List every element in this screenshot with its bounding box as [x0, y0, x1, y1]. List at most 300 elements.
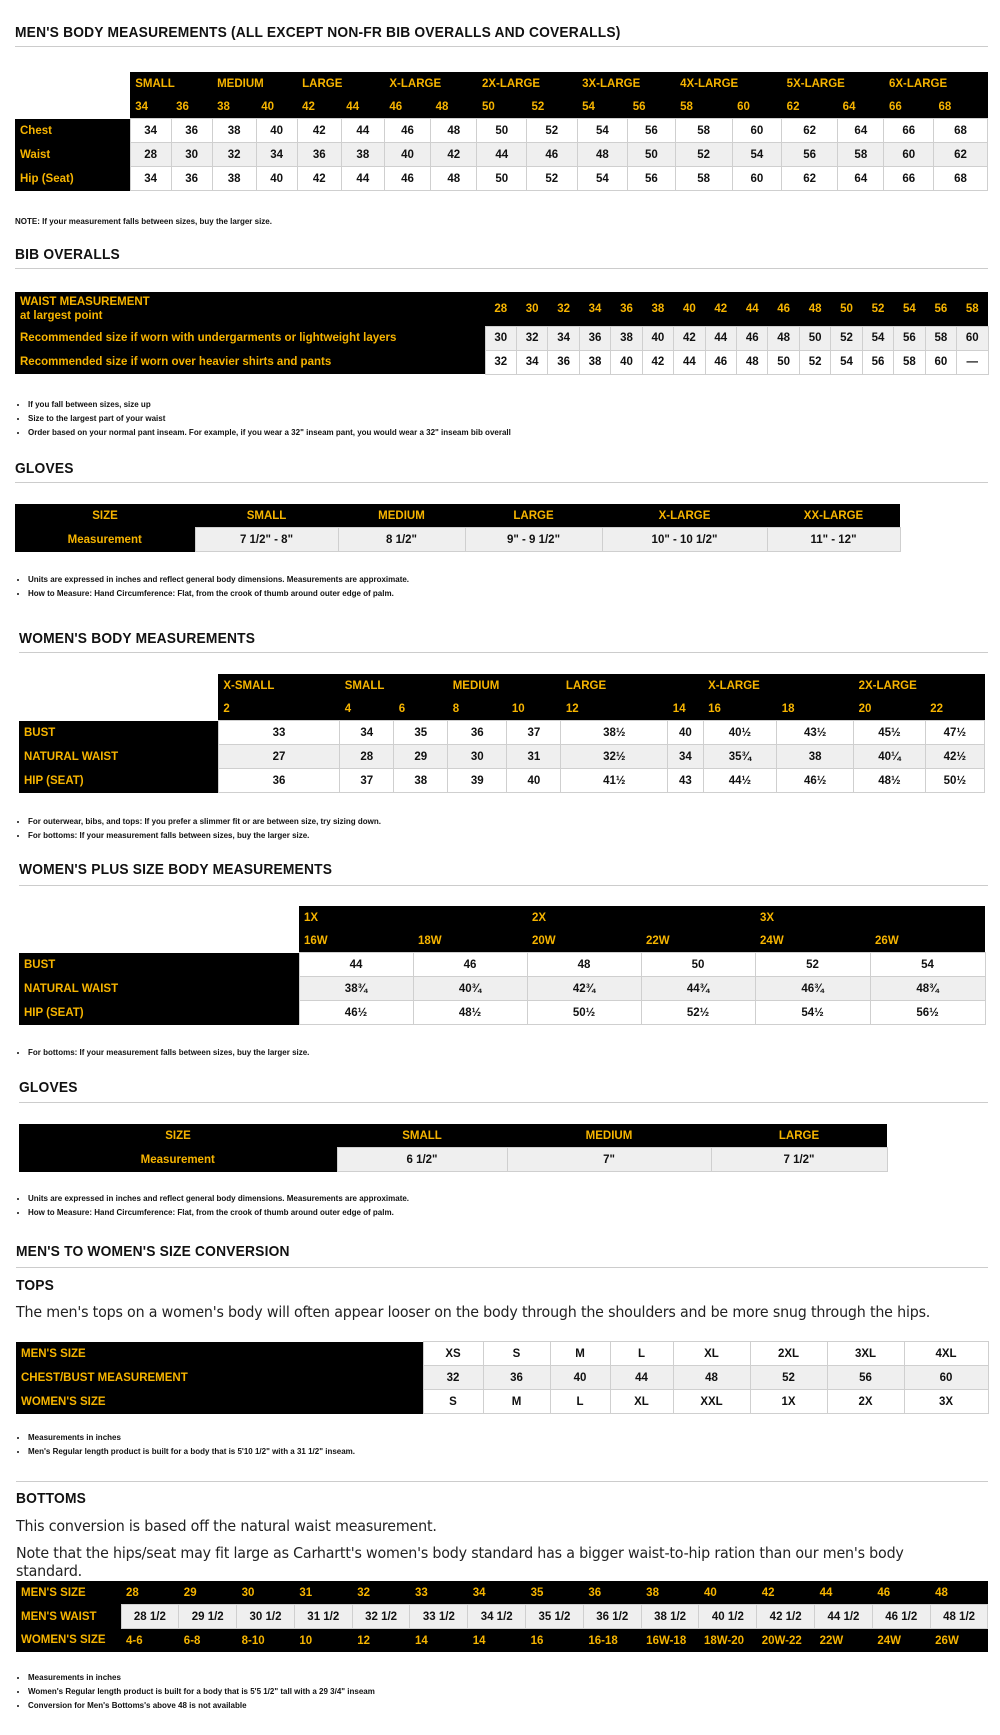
table-cell: 56: [894, 326, 925, 350]
mens-title: MEN'S BODY MEASUREMENTS (ALL EXCEPT NON-FR BIB OVERALLS AND COVERALLS): [15, 24, 621, 41]
table-cell: 52: [831, 326, 862, 350]
note-item: • Order based on your normal pant inseam. For example, if you wear a 32" inseam pant, you would wear a 32" inseam bib overall: [28, 426, 511, 440]
size-header: 54: [577, 95, 628, 119]
size-group-header: 1X: [299, 906, 527, 929]
table-cell: 33: [410, 1581, 468, 1605]
note-item: • How to Measure: Hand Circumference: Flat, from the crook of thumb around outer edge of palm.: [28, 587, 409, 601]
table-cell: 14: [410, 1629, 468, 1653]
table-cell: 46½: [299, 1001, 413, 1025]
table-cell: 38: [777, 745, 854, 769]
table-cell: 44: [341, 167, 384, 191]
conversion-title: MEN'S TO WOMEN'S SIZE CONVERSION: [16, 1243, 290, 1260]
table-cell: 58: [894, 350, 925, 374]
table-cell: 38: [341, 143, 384, 167]
table-row: [19, 1124, 887, 1148]
table-cell: 58: [675, 167, 732, 191]
mens-note: NOTE: If your measurement falls between sizes, buy the larger size.: [15, 217, 272, 226]
table-cell: 30 1/2: [237, 1605, 295, 1629]
row-label: WOMEN'S SIZE: [16, 1390, 423, 1414]
table-cell: 32: [516, 326, 547, 350]
table-cell: 56: [782, 143, 838, 167]
table-cell: 38: [579, 350, 610, 374]
table-cell: 32: [352, 1581, 410, 1605]
table-cell: 38: [641, 1581, 699, 1605]
divider: [19, 652, 988, 653]
table-cell: 34: [668, 745, 703, 769]
table-cell: 54½: [755, 1001, 870, 1025]
table-cell: 2X: [827, 1390, 904, 1414]
table-cell: 46: [384, 167, 430, 191]
table-cell: 35: [394, 721, 448, 745]
row-label: Recommended size if worn over heavier shirts and pants: [15, 350, 485, 374]
size-header: 26W: [870, 929, 985, 953]
table-cell: 40¼: [854, 745, 926, 769]
table-cell: 46: [872, 1581, 930, 1605]
table-cell: 36: [171, 119, 212, 143]
waist-header: 52: [862, 292, 893, 326]
size-header: 14: [668, 697, 703, 721]
size-header: 36: [171, 95, 212, 119]
table-cell: 44: [674, 350, 705, 374]
table-cell: 46: [413, 953, 527, 977]
size-header: 20: [854, 697, 926, 721]
plus-notes: [0, 1046, 309, 1060]
womens-size-table: [19, 674, 985, 793]
table-cell: 38¾: [299, 977, 413, 1001]
table-cell: 1X: [750, 1390, 827, 1414]
size-group-header: MEDIUM: [212, 72, 297, 95]
table-cell: 9" - 9 1/2": [465, 528, 602, 552]
table-cell: 3X: [904, 1390, 988, 1414]
waist-header: 34: [579, 292, 610, 326]
size-group-header: SMALL: [340, 674, 448, 697]
table-cell: 30: [485, 326, 516, 350]
table-cell: 43½: [777, 721, 854, 745]
table-cell: 50: [477, 167, 527, 191]
size-header: 10: [507, 697, 561, 721]
size-header: 34: [130, 95, 171, 119]
table-cell: 42: [297, 119, 341, 143]
tops-description: The men's tops on a women's body will often appear looser on the body through the shoulders and be more snug through the hips.: [16, 1303, 931, 1321]
table-row: [19, 697, 985, 721]
table-cell: 34: [130, 167, 171, 191]
table-cell: 11" - 12": [767, 528, 900, 552]
table-cell: 34: [340, 721, 394, 745]
table-cell: 2XL: [750, 1342, 827, 1366]
table-cell: 20W-22: [757, 1629, 815, 1653]
waist-header: 44: [737, 292, 768, 326]
table-cell: 44½: [703, 769, 777, 793]
size-group-header: 2X: [527, 906, 755, 929]
bottoms-description-1: This conversion is based off the natural waist measurement.: [16, 1517, 437, 1535]
table-cell: 68: [934, 119, 988, 143]
table-cell: 48: [431, 167, 477, 191]
table-cell: 56½: [870, 1001, 985, 1025]
table-row: [19, 769, 985, 793]
table-row: [19, 929, 985, 953]
table-cell: 39: [448, 769, 507, 793]
size-header: LARGE: [465, 504, 602, 528]
table-cell: 40 1/2: [699, 1605, 757, 1629]
size-header: 52: [526, 95, 577, 119]
table-cell: 37: [507, 721, 561, 745]
table-cell: 35 1/2: [526, 1605, 584, 1629]
divider: [19, 1102, 988, 1103]
table-cell: 50: [477, 119, 527, 143]
table-cell: 60: [957, 326, 988, 350]
table-cell: 38½: [561, 721, 668, 745]
row-label: NATURAL WAIST: [19, 745, 218, 769]
table-cell: 52: [755, 953, 870, 977]
size-group-header: 6X-LARGE: [884, 72, 988, 95]
table-cell: 58: [838, 143, 884, 167]
size-header: 42: [297, 95, 341, 119]
table-cell: 60: [925, 350, 956, 374]
waist-header: 30: [516, 292, 547, 326]
table-row: [15, 504, 900, 528]
size-group-header: 4X-LARGE: [675, 72, 782, 95]
table-cell: 56: [862, 350, 893, 374]
table-cell: 46¾: [755, 977, 870, 1001]
table-cell: M: [550, 1342, 610, 1366]
tops-notes: [0, 1431, 355, 1459]
waist-header: 40: [674, 292, 705, 326]
size-group-header: LARGE: [297, 72, 384, 95]
size-header: 40: [256, 95, 297, 119]
table-row: [16, 1581, 988, 1605]
bib-title: BIB OVERALLS: [15, 246, 120, 263]
bottoms-conversion-table: [16, 1581, 988, 1652]
table-cell: 30: [237, 1581, 295, 1605]
note-item: • How to Measure: Hand Circumference: Flat, from the crook of thumb around outer edge of palm.: [28, 1206, 409, 1220]
size-header: 22: [925, 697, 984, 721]
divider: [16, 1267, 988, 1268]
table-cell: 31: [294, 1581, 352, 1605]
size-header: 16W: [299, 929, 413, 953]
table-row: [19, 977, 985, 1001]
table-cell: 34: [548, 326, 579, 350]
table-cell: 32: [485, 350, 516, 374]
table-cell: 16-18: [583, 1629, 641, 1653]
table-cell: XL: [673, 1342, 750, 1366]
table-row: [15, 350, 988, 374]
waist-header: 48: [799, 292, 830, 326]
table-cell: 50: [628, 143, 675, 167]
size-header: 18: [777, 697, 854, 721]
waist-header: 50: [831, 292, 862, 326]
table-cell: 54: [831, 350, 862, 374]
size-header: 62: [782, 95, 838, 119]
table-cell: 48: [527, 953, 641, 977]
womens-notes: [0, 815, 381, 843]
measurement-label: Measurement: [19, 1148, 337, 1172]
table-cell: 44: [815, 1581, 873, 1605]
divider: [19, 885, 988, 886]
size-header: 48: [431, 95, 477, 119]
table-cell: 56: [628, 167, 675, 191]
table-cell: 52: [675, 143, 732, 167]
table-cell: 10: [294, 1629, 352, 1653]
table-cell: 52: [799, 350, 830, 374]
table-cell: 46 1/2: [872, 1605, 930, 1629]
table-cell: 36: [483, 1366, 550, 1390]
table-cell: 40: [256, 119, 297, 143]
table-cell: 40: [550, 1366, 610, 1390]
size-group-header: X-LARGE: [384, 72, 477, 95]
table-cell: 7 1/2" - 8": [195, 528, 338, 552]
row-label: Chest: [15, 119, 130, 143]
table-cell: 3XL: [827, 1342, 904, 1366]
table-cell: 52: [526, 167, 577, 191]
table-cell: 66: [884, 167, 934, 191]
size-header: 64: [838, 95, 884, 119]
waist-header: 56: [925, 292, 956, 326]
womens-title: WOMEN'S BODY MEASUREMENTS: [19, 630, 256, 647]
row-label: NATURAL WAIST: [19, 977, 299, 1001]
table-cell: 56: [827, 1366, 904, 1390]
gloves-women-title: GLOVES: [19, 1079, 78, 1096]
waist-header: 58: [957, 292, 988, 326]
table-cell: 35¾: [703, 745, 777, 769]
table-cell: XXL: [673, 1390, 750, 1414]
table-cell: 38: [611, 326, 642, 350]
table-cell: 37: [340, 769, 394, 793]
table-cell: 44: [610, 1366, 673, 1390]
table-cell: 46½: [777, 769, 854, 793]
table-cell: 24W: [872, 1629, 930, 1653]
row-label: BUST: [19, 721, 218, 745]
table-cell: 38: [212, 119, 256, 143]
measurement-label: Measurement: [15, 528, 195, 552]
table-cell: S: [483, 1342, 550, 1366]
table-cell: 42½: [925, 745, 984, 769]
size-header: 58: [675, 95, 732, 119]
table-cell: 54: [577, 119, 628, 143]
table-cell: 52: [526, 119, 577, 143]
table-cell: 45½: [854, 721, 926, 745]
empty-cell: [19, 697, 218, 721]
table-cell: 41½: [561, 769, 668, 793]
table-cell: M: [483, 1390, 550, 1414]
table-cell: 36: [218, 769, 339, 793]
table-cell: 4XL: [904, 1342, 988, 1366]
table-cell: 64: [838, 119, 884, 143]
table-cell: 33 1/2: [410, 1605, 468, 1629]
waist-header: 54: [894, 292, 925, 326]
table-cell: 29: [179, 1581, 237, 1605]
table-cell: 22W: [815, 1629, 873, 1653]
size-header: 44: [341, 95, 384, 119]
note-item: • Measurements in inches: [28, 1431, 355, 1445]
table-cell: XL: [610, 1390, 673, 1414]
row-label: WOMEN'S SIZE: [16, 1629, 121, 1653]
note-item: • Conversion for Men's Bottoms's above 48 is not available: [28, 1699, 375, 1713]
table-cell: 30: [448, 745, 507, 769]
size-label: SIZE: [19, 1124, 337, 1148]
table-row: [15, 167, 988, 191]
note-item: • Measurements in inches: [28, 1671, 375, 1685]
note-item: • Size to the largest part of your waist: [28, 412, 511, 426]
tops-title: TOPS: [16, 1277, 55, 1294]
table-row: [19, 906, 985, 929]
row-label: CHEST/BUST MEASUREMENT: [16, 1366, 423, 1390]
table-cell: 42: [674, 326, 705, 350]
plus-title: WOMEN'S PLUS SIZE BODY MEASUREMENTS: [19, 861, 333, 878]
table-cell: 35: [526, 1581, 584, 1605]
table-cell: 29: [394, 745, 448, 769]
size-group-header: 2X-LARGE: [854, 674, 985, 697]
table-cell: 68: [934, 167, 988, 191]
table-row: [19, 674, 985, 697]
table-cell: 8 1/2": [338, 528, 465, 552]
size-group-header: 5X-LARGE: [782, 72, 884, 95]
size-header: 4: [340, 697, 394, 721]
table-row: [16, 1605, 988, 1629]
table-cell: 40: [507, 769, 561, 793]
table-cell: XS: [423, 1342, 483, 1366]
table-cell: 34: [468, 1581, 526, 1605]
table-cell: 48: [930, 1581, 988, 1605]
empty-cell: [19, 674, 218, 697]
table-cell: 42: [431, 143, 477, 167]
table-row: [19, 1148, 887, 1172]
table-cell: 64: [838, 167, 884, 191]
table-cell: 38: [212, 167, 256, 191]
table-row: [16, 1629, 988, 1653]
size-header: MEDIUM: [338, 504, 465, 528]
table-cell: 54: [732, 143, 782, 167]
table-cell: 40: [699, 1581, 757, 1605]
table-cell: 36: [448, 721, 507, 745]
row-label: BUST: [19, 953, 299, 977]
table-row: [15, 143, 988, 167]
table-cell: 31: [507, 745, 561, 769]
table-cell: 42 1/2: [757, 1605, 815, 1629]
bottoms-description-2: Note that the hips/seat may fit large as Carhartt's women's body standard has a bigger waist-to-hip ration than our men's body standard.: [16, 1544, 904, 1580]
table-cell: 28: [130, 143, 171, 167]
table-cell: 48: [577, 143, 628, 167]
table-cell: 46: [705, 350, 736, 374]
table-cell: 16: [526, 1629, 584, 1653]
table-cell: 40: [256, 167, 297, 191]
table-cell: 48: [768, 326, 799, 350]
table-cell: 62: [782, 119, 838, 143]
table-cell: 58: [925, 326, 956, 350]
size-group-header: X-LARGE: [703, 674, 854, 697]
size-header: 8: [448, 697, 507, 721]
waist-header: 42: [705, 292, 736, 326]
table-cell: —: [957, 350, 988, 374]
table-cell: 66: [884, 119, 934, 143]
table-cell: 50½: [925, 769, 984, 793]
table-cell: 46: [384, 119, 430, 143]
note-item: • Units are expressed in inches and reflect general body dimensions. Measurements are approximate.: [28, 573, 409, 587]
table-cell: 40¾: [413, 977, 527, 1001]
waist-header: 36: [611, 292, 642, 326]
table-cell: 46: [737, 326, 768, 350]
table-cell: 34: [130, 119, 171, 143]
waist-header: 38: [642, 292, 673, 326]
size-header: 68: [934, 95, 988, 119]
table-cell: 48: [673, 1366, 750, 1390]
table-cell: 38: [394, 769, 448, 793]
bib-notes: [0, 398, 511, 440]
table-cell: 62: [782, 167, 838, 191]
table-cell: 36: [579, 326, 610, 350]
table-cell: 26W: [930, 1629, 988, 1653]
table-cell: 28: [340, 745, 394, 769]
table-cell: 50: [768, 350, 799, 374]
table-cell: 16W-18: [641, 1629, 699, 1653]
empty-cell: [19, 929, 299, 953]
size-header: 18W: [413, 929, 527, 953]
table-cell: 54: [862, 326, 893, 350]
waist-header: 46: [768, 292, 799, 326]
table-cell: 54: [577, 167, 628, 191]
table-cell: 29 1/2: [179, 1605, 237, 1629]
size-group-header: LARGE: [561, 674, 703, 697]
size-header: 56: [628, 95, 675, 119]
divider: [16, 1481, 988, 1482]
size-header: 38: [212, 95, 256, 119]
row-label: Hip (Seat): [15, 167, 130, 191]
table-cell: 48: [431, 119, 477, 143]
table-cell: 42: [642, 350, 673, 374]
table-cell: 27: [218, 745, 339, 769]
gloves-women-table: [19, 1124, 888, 1172]
row-label: MEN'S SIZE: [16, 1342, 423, 1366]
table-cell: 58: [675, 119, 732, 143]
table-cell: 34 1/2: [468, 1605, 526, 1629]
table-cell: 42: [297, 167, 341, 191]
table-row: [16, 1390, 988, 1414]
waist-header: 28: [485, 292, 516, 326]
table-cell: 36: [583, 1581, 641, 1605]
table-cell: 56: [628, 119, 675, 143]
row-label: HIP (SEAT): [19, 1001, 299, 1025]
gloves-men-table: [15, 504, 901, 552]
table-cell: 48: [737, 350, 768, 374]
note-item: • For outerwear, bibs, and tops: If you prefer a slimmer fit or are between size, try sizing down.: [28, 815, 381, 829]
table-cell: 40½: [703, 721, 777, 745]
size-header: 50: [477, 95, 527, 119]
size-header: X-LARGE: [602, 504, 767, 528]
table-cell: 33: [218, 721, 339, 745]
table-cell: 34: [256, 143, 297, 167]
table-cell: L: [610, 1342, 673, 1366]
table-cell: 40: [642, 326, 673, 350]
table-cell: 18W-20: [699, 1629, 757, 1653]
table-row: [15, 119, 988, 143]
empty-cell: [19, 906, 299, 929]
bib-size-table: [15, 292, 989, 375]
table-cell: 36: [171, 167, 212, 191]
table-cell: 50½: [527, 1001, 641, 1025]
table-cell: 14: [468, 1629, 526, 1653]
note-item: • Units are expressed in inches and reflect general body dimensions. Measurements are approximate.: [28, 1192, 409, 1206]
table-cell: 36: [297, 143, 341, 167]
size-header: 22W: [641, 929, 755, 953]
table-cell: 32: [212, 143, 256, 167]
table-cell: 42: [757, 1581, 815, 1605]
table-cell: 44 1/2: [815, 1605, 873, 1629]
table-cell: 60: [732, 119, 782, 143]
table-cell: 50: [799, 326, 830, 350]
size-header: 20W: [527, 929, 641, 953]
size-header: 46: [384, 95, 430, 119]
size-label: SIZE: [15, 504, 195, 528]
size-group-header: SMALL: [130, 72, 212, 95]
